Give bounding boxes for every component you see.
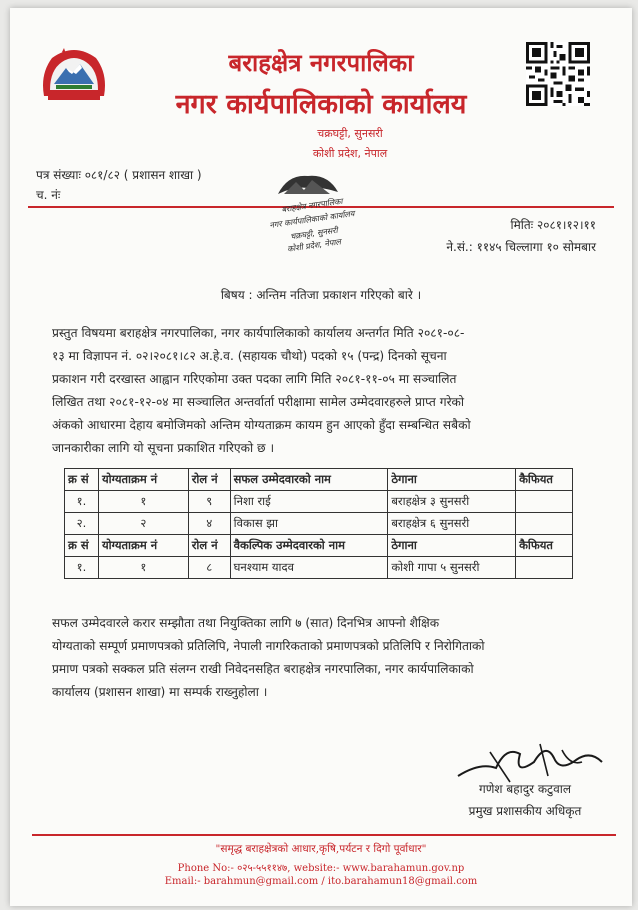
body-line: जानकारीका लागि यो सूचना प्रकाशित गरिएको छ ।: [52, 441, 275, 455]
stamp-line-4: कोशी प्रदेश, नेपाल: [286, 237, 342, 254]
merit-rank-cell: १: [98, 557, 188, 579]
footer-divider: [32, 834, 616, 836]
signatory-title: प्रमुख प्रशासकीय अधिकृत: [468, 804, 582, 818]
column-header: सफल उम्मेदवारको नाम: [230, 469, 388, 491]
address-line-1: चक्रघट्टी, सुनसरी: [317, 127, 383, 140]
results-table: [64, 468, 573, 579]
subject-line: बिषय : अन्तिम नतिजा प्रकाशन गरिएको बारे ।: [220, 288, 422, 302]
table-row: [65, 513, 573, 535]
column-header: ठेगाना: [388, 535, 516, 557]
letter-date: मितिः २०८१।१२।११: [510, 218, 596, 232]
footer-email: Email:- barahmun@gmail.com / ito.barahamun18@gmail.com: [164, 876, 478, 887]
column-header: रोल नं: [188, 469, 230, 491]
nepal-sambat-date: ने.सं.: ११४५ चिल्लागा १० सोमबार: [446, 240, 596, 254]
closing-line: योग्यताको सम्पूर्ण प्रमाणपत्रको प्रतिलिपि, नेपाली नागरिकताको प्रमाणपत्रको प्रतिलिपि र निरोगिताको: [52, 639, 485, 653]
letter-number: पत्र संख्याः ०८१/८२ ( प्रशासन शाखा ): [36, 168, 202, 182]
column-header: ठेगाना: [388, 469, 516, 491]
candidate-name-cell: घनश्याम यादव: [230, 557, 388, 579]
column-header: क्र सं: [65, 469, 99, 491]
column-header: क्र सं: [65, 535, 99, 557]
stamp-line-3: चक्रघट्टी, सुनसरी: [289, 225, 339, 242]
column-header: वैकल्पिक उम्मेदवारको नाम: [230, 535, 388, 557]
merit-rank-cell: २: [98, 513, 188, 535]
table-row: [65, 557, 573, 579]
org-name: बराहक्षेत्र नगरपालिका: [228, 48, 414, 77]
candidate-name-cell: विकास झा: [230, 513, 388, 535]
office-name: नगर कार्यपालिकाको कार्यालय: [175, 89, 467, 120]
body-line: लिखित तथा २०८१-१२-०४ मा सञ्चालित अन्तर्वार्ता परीक्षामा सामेल उम्मेदवारहरुले प्राप्त गरेको: [52, 395, 465, 409]
remarks-cell: [516, 557, 573, 579]
column-header: योग्यताक्रम नं: [98, 535, 188, 557]
roll-number-cell: ८: [188, 557, 230, 579]
dispatch-number: च. नंः: [36, 188, 61, 202]
body-line: प्रस्तुत विषयमा बराहक्षेत्र नगरपालिका, नगर कार्यपालिकाको कार्यालय अन्तर्गत मिति २०८१-०८-: [52, 326, 465, 340]
address-cell: बराहक्षेत्र ३ सुनसरी: [388, 491, 516, 513]
address-line-2: कोशी प्रदेश, नेपाल: [312, 147, 388, 160]
closing-line: कार्यालय (प्रशासन शाखा) मा सम्पर्क राख्नुहोला ।: [52, 685, 268, 699]
table-header-row: [65, 469, 573, 491]
merit-rank-cell: १: [98, 491, 188, 513]
roll-number-cell: ९: [188, 491, 230, 513]
address-cell: बराहक्षेत्र ६ सुनसरी: [388, 513, 516, 535]
table-row: [65, 491, 573, 513]
column-header: कैफियत: [516, 535, 573, 557]
column-header: योग्यताक्रम नं: [98, 469, 188, 491]
stamp-line-2: नगर कार्यपालिकाको कार्यालय: [268, 209, 356, 230]
address-cell: कोशी गापा ५ सुनसरी: [388, 557, 516, 579]
roll-number-cell: ४: [188, 513, 230, 535]
office-stamp: [248, 164, 366, 264]
candidate-name-cell: निशा राई: [230, 491, 388, 513]
body-line: १३ मा विज्ञापन नं. ०२।२०८१।८२ अ.हे.व. (सहायक चौथो) पदको १५ (पन्द्र) दिनको सूचना: [52, 349, 447, 363]
body-line: प्रकाशन गरी दरखास्त आह्वान गरिएकोमा उक्त पदका लागि मिति २०८१-११-०५ मा सञ्चालित: [52, 372, 457, 386]
closing-line: प्रमाण पत्रको सक्कल प्रति संलग्न राखी निवेदनसहित बराहक्षेत्र नगरपालिका, नगर कार्यपालिकाको: [52, 662, 474, 676]
serial-cell: २.: [65, 513, 99, 535]
footer-contact: Phone No:- ०२५-५५११४७, website:- www.barahamun.gov.np: [177, 863, 465, 874]
serial-cell: १.: [65, 557, 99, 579]
footer-slogan: "समृद्ध बराहक्षेत्रको आधार,कृषि,पर्यटन र दिगो पूर्वाधार": [215, 843, 427, 855]
closing-line: सफल उम्मेदवारले करार सम्झौता तथा नियुक्तिका लागि ७ (सात) दिनभित्र आफ्नो शैक्षिक: [52, 616, 440, 630]
serial-cell: १.: [65, 491, 99, 513]
remarks-cell: [516, 491, 573, 513]
remarks-cell: [516, 513, 573, 535]
column-header: कैफियत: [516, 469, 573, 491]
stamp-line-1: बराहक्षेत्र नगरपालिका: [280, 196, 344, 215]
closing-paragraph: [52, 612, 592, 704]
column-header: रोल नं: [188, 535, 230, 557]
body-line: अंकको आधारमा देहाय बमोजिमको अन्तिम योग्यताक्रम कायम हुन आएको हुँदा सम्बन्धित सबैको: [52, 418, 471, 432]
alternate-header-row: [65, 535, 573, 557]
letter-page: [10, 8, 632, 906]
body-paragraph: [52, 322, 592, 460]
signatory-name: गणेश बहादुर कटुवाल: [478, 782, 571, 796]
